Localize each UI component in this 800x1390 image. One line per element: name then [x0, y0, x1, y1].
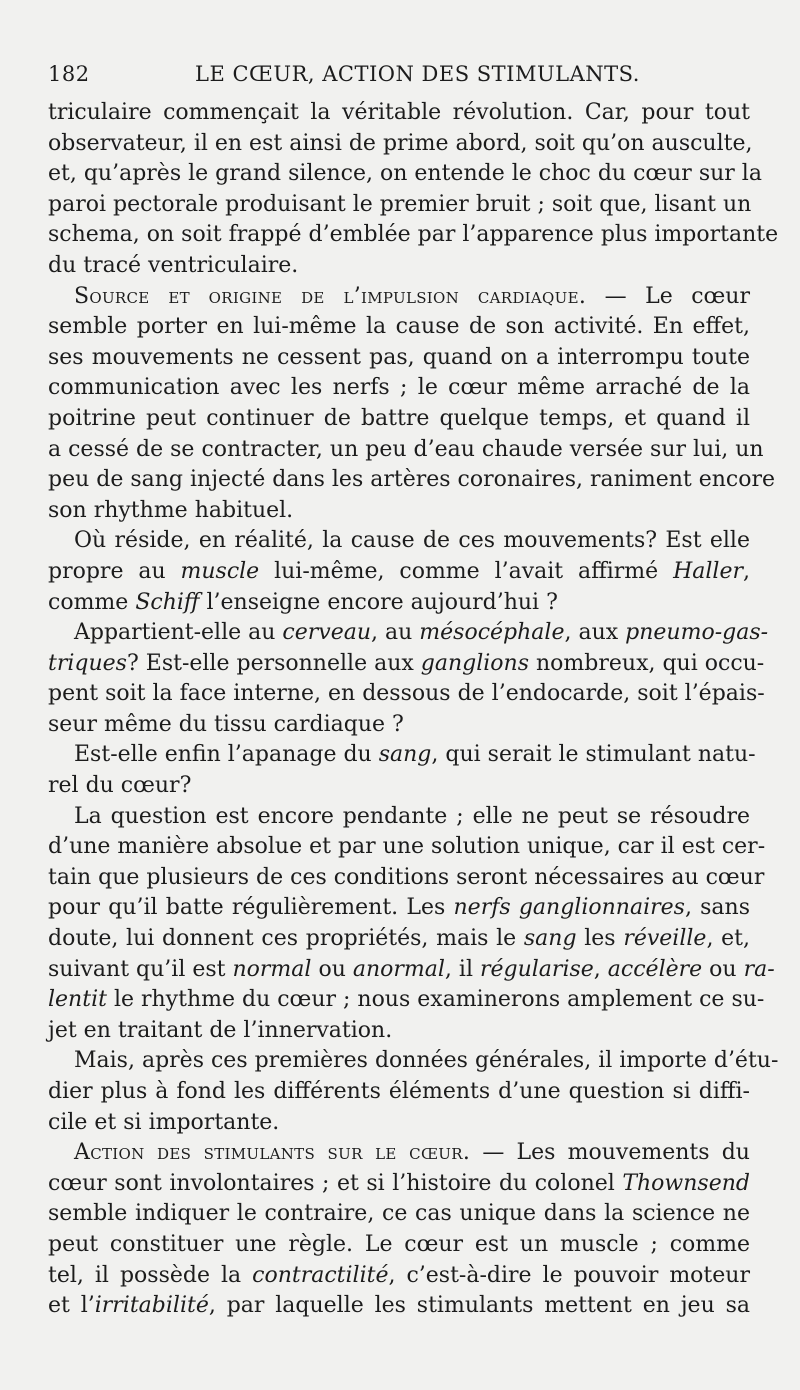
- text-line: [48, 832, 766, 863]
- italic-span: triques: [48, 650, 127, 676]
- text-span: Est-elle enfin l’apanage du: [74, 742, 379, 768]
- text-span: Appartient-elle au: [74, 620, 283, 646]
- text-line: [48, 129, 753, 160]
- italic-span: sang: [523, 926, 577, 952]
- italic-span: ganglions: [420, 650, 530, 676]
- italic-span: nerfs ganglionnaires: [453, 895, 685, 921]
- text-span: poitrine peut continuer de battre quelque temps, et quand il: [48, 405, 750, 431]
- text-span: cœur sont involontaires ; et si l’histoire du colonel: [48, 1170, 623, 1196]
- text-span: propre au: [48, 558, 181, 584]
- italic-span: Thownsend: [622, 1170, 750, 1196]
- text-span: son rhythme habituel.: [48, 497, 294, 523]
- text-span: ,: [593, 956, 608, 982]
- text-span: Mais, après ces premières données générales, il importe d’étu-: [74, 1048, 779, 1074]
- text-span: , et,: [706, 926, 750, 952]
- italic-span: irritabilité: [94, 1293, 209, 1319]
- text-span: pour qu’il batte régulièrement. Les: [48, 895, 454, 921]
- text-span: observateur, il en est ainsi de prime abord, soit qu’on ausculte,: [48, 130, 753, 156]
- text-line: [48, 98, 750, 129]
- italic-span: pneumo-gas-: [625, 620, 769, 646]
- text-line: [48, 649, 765, 680]
- text-line: [48, 465, 776, 496]
- text-span: — Les mouvements du: [470, 1140, 750, 1166]
- section-heading: Action des stimulants sur le cœur.: [74, 1140, 471, 1166]
- text-line: [48, 1261, 750, 1292]
- text-line: [48, 1291, 750, 1322]
- text-line: [48, 771, 750, 802]
- italic-span: contractilité: [252, 1262, 389, 1288]
- italic-span: cerveau: [282, 620, 372, 646]
- italic-span: réveille: [623, 926, 707, 952]
- text-line: [48, 1199, 750, 1230]
- text-line: [48, 526, 750, 557]
- text-span: seur même du tissu cardiaque ?: [48, 711, 404, 737]
- text-span: , par laquelle les stimulants mettent en jeu sa: [208, 1293, 750, 1319]
- text-span: rel du cœur?: [48, 773, 192, 799]
- text-span: jet en traitant de l’innervation.: [48, 1017, 393, 1043]
- italic-span: accélère: [607, 956, 703, 982]
- text-line: [48, 251, 750, 282]
- italic-span: muscle: [180, 558, 260, 584]
- text-span: le rhythme du cœur ; nous examinerons amplement ce su-: [106, 987, 765, 1013]
- text-line: [48, 435, 764, 466]
- running-title: LE CŒUR, ACTION DES STIMULANTS.: [195, 62, 640, 86]
- text-span: communication avec les nerfs ; le cœur même arraché de la: [48, 375, 750, 401]
- text-line: [48, 557, 750, 588]
- text-span: l’enseigne encore aujourd’hui ?: [199, 589, 558, 615]
- text-span: du tracé ventriculaire.: [48, 252, 299, 278]
- text-span: suivant qu’il est: [48, 956, 233, 982]
- text-line: [48, 373, 750, 404]
- text-span: comme: [48, 589, 136, 615]
- text-span: , qui serait le stimulant natu-: [431, 742, 756, 768]
- italic-span: Haller: [673, 558, 743, 584]
- text-span: cile et si importante.: [48, 1109, 280, 1135]
- text-line: [48, 679, 765, 710]
- text-line: [48, 1138, 750, 1169]
- italic-span: sang: [378, 742, 432, 768]
- text-span: La question est encore pendante ; elle ne peut se résoudre: [74, 803, 750, 829]
- text-span: , sans: [684, 895, 751, 921]
- italic-span: normal: [232, 956, 312, 982]
- text-span: , il: [444, 956, 480, 982]
- text-line: [48, 1046, 779, 1077]
- text-span: tel, il possède la: [48, 1262, 253, 1288]
- text-span: et, qu’après le grand silence, on entende le choc du cœur sur la: [48, 161, 762, 187]
- text-span: triculaire commençait la véritable révolution. Car, pour tout: [48, 100, 750, 125]
- text-line: [48, 710, 750, 741]
- text-line: [48, 985, 765, 1016]
- text-line: [48, 740, 756, 771]
- text-span: dier plus à fond les différents éléments d’une question si diffi-: [48, 1079, 750, 1104]
- text-span: ,: [743, 558, 750, 584]
- text-span: ou: [702, 956, 744, 982]
- text-line: [48, 618, 769, 649]
- text-span: ses mouvements ne cessent pas, quand on a interrompu toute: [48, 344, 750, 370]
- italic-span: lentit: [48, 987, 107, 1013]
- text-line: [48, 190, 750, 221]
- text-line: [48, 893, 750, 924]
- text-span: , c’est-à-dire le pouvoir moteur: [388, 1262, 750, 1288]
- italic-span: anormal: [352, 956, 445, 982]
- text-line: [48, 863, 765, 894]
- text-line: [48, 282, 750, 313]
- text-line: [48, 588, 750, 619]
- text-span: semble indiquer le contraire, ce cas unique dans la science ne: [48, 1201, 750, 1227]
- text-line: [48, 1169, 750, 1200]
- text-span: tain que plusieurs de ces conditions seront nécessaires au cœur: [48, 864, 765, 890]
- text-line: [48, 955, 775, 986]
- text-line: [48, 496, 750, 527]
- text-span: lui-même, comme l’avait affirmé: [259, 558, 674, 584]
- text-line: [48, 1016, 750, 1047]
- text-span: peu de sang injecté dans les artères coronaires, raniment encore: [48, 467, 776, 493]
- section-heading: Source et origine de l’impulsion cardiaque.: [74, 283, 587, 309]
- italic-span: mésocéphale: [419, 620, 565, 646]
- text-span: et l’: [48, 1293, 95, 1319]
- text-span: nombreux, qui occu-: [529, 650, 765, 676]
- text-span: Où réside, en réalité, la cause de ces mouvements? Est elle: [74, 528, 750, 554]
- text-line: [48, 312, 750, 343]
- page-number: 182: [48, 62, 90, 86]
- text-span: peut constituer une règle. Le cœur est un muscle ; comme: [48, 1231, 750, 1257]
- text-span: schema, on soit frappé d’emblée par l’apparence plus importante: [48, 222, 779, 248]
- text-line: [48, 802, 750, 833]
- italic-span: Schiff: [135, 589, 200, 615]
- text-span: , aux: [564, 620, 626, 646]
- page-body: [48, 98, 779, 1322]
- text-line: [48, 220, 779, 251]
- text-span: ? Est-elle personnelle aux: [126, 650, 421, 676]
- text-span: , au: [371, 620, 420, 646]
- text-span: les: [576, 926, 624, 952]
- text-line: [48, 924, 750, 955]
- text-span: pent soit la face interne, en dessous de l’endocarde, soit l’épais-: [48, 681, 765, 707]
- text-line: [48, 1108, 750, 1139]
- text-span: ou: [311, 956, 353, 982]
- text-span: a cessé de se contracter, un peu d’eau chaude versée sur lui, un: [48, 436, 764, 462]
- italic-span: ra-: [743, 956, 775, 982]
- text-span: paroi pectorale produisant le premier bruit ; soit que, lisant un: [48, 191, 752, 217]
- text-line: [48, 159, 762, 190]
- text-span: doute, lui donnent ces propriétés, mais le: [48, 926, 524, 952]
- text-line: [48, 404, 750, 435]
- italic-span: régularise: [479, 956, 594, 982]
- text-line: [48, 1230, 750, 1261]
- text-line: [48, 1077, 750, 1108]
- text-line: [48, 343, 750, 374]
- text-span: semble porter en lui-même la cause de son activité. En effet,: [48, 314, 750, 340]
- text-span: — Le cœur: [586, 283, 750, 309]
- text-span: d’une manière absolue et par une solution unique, car il est cer-: [48, 834, 766, 860]
